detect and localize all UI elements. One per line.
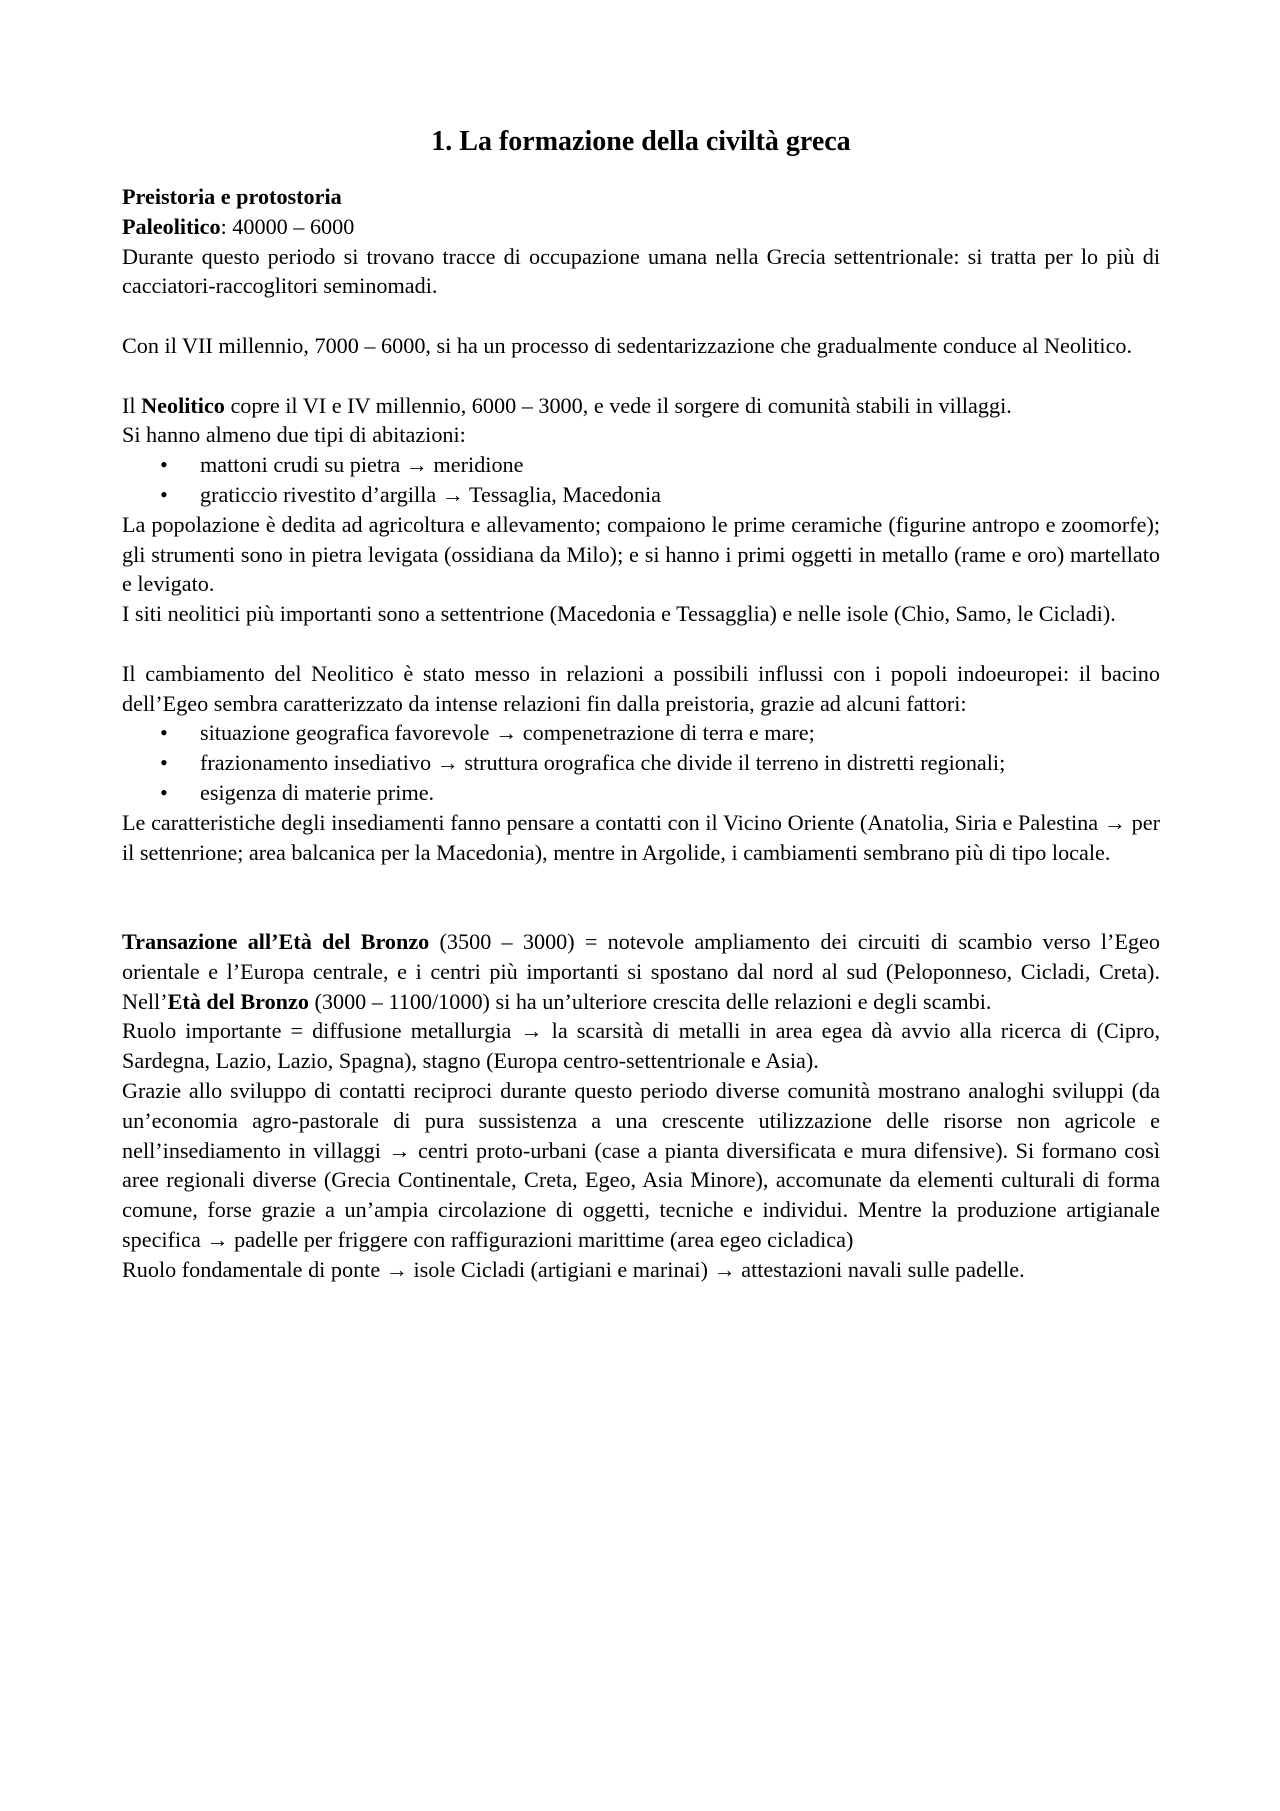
text-run: Il (122, 392, 142, 418)
paragraph-insediamenti: Le caratteristiche degli insediamenti fanno pensare a contatti con il Vicino Oriente (Anatolia, Siria e Palestina → per il settenrione; area balcanica per la Macedonia), mentre in Argolide, i cambiamenti sembrano più di tipo locale. (122, 809, 1160, 865)
list-item (122, 748, 1160, 778)
bronzo-bold-2: Età del Bronzo (167, 988, 309, 1014)
text-run: copre il VI e IV millennio, 6000 – 3000, e vede il sorgere di comunità stabili in villaggi. (224, 392, 1012, 418)
page-title: 1. La formazione della civiltà greca (431, 126, 851, 157)
paleolitico-label: Paleolitico (122, 213, 221, 239)
heading-preistoria: Preistoria e protostoria (122, 184, 342, 209)
paragraph-neolitico (122, 391, 1160, 421)
paragraph-abitazioni: Si hanno almeno due tipi di abitazioni: (122, 422, 466, 448)
list-item (122, 480, 1160, 510)
list-abitazioni (122, 450, 1160, 510)
list-item-text: graticcio rivestito d’argilla → Tessaglia, Macedonia (200, 481, 661, 507)
list-item (122, 778, 1160, 808)
list-item (122, 718, 1160, 748)
paragraph-bronzo (122, 927, 1160, 1016)
paragraph-metallurgia: Ruolo importante = diffusione metallurgia → la scarsità di metalli in area egea dà avvio alla ricerca di (Cipro, Sardegna, Lazio, Lazio, Spagna), stagno (Europa centro-settentrionale e Asia). (122, 1018, 1160, 1074)
paragraph-contatti: Grazie allo sviluppo di contatti reciproci durante questo periodo diverse comunità mostrano analoghi sviluppi (da un’economia agro-pastorale di pura sussistenza a una crescente utilizzazione delle risorse non agricole e nell’insediamento in villaggi → centri proto-urbani (case a pianta diversificata e mura difensive). Si formano così aree regionali diverse (Grecia Continentale, Creta, Egeo, Asia Minore), accomunate da elementi culturali di forma comune, forse grazie a un’ampia circolazione di oggetti, tecniche e individui. Mentre la produzione artigianale specifica → padelle per friggere con raffigurazioni marittime (area egeo cicladica) (122, 1077, 1160, 1252)
bullet-icon: • (160, 452, 168, 478)
bullet-icon: • (160, 750, 168, 776)
text-run: (3500 – 3000) = notevole ampliamento dei circuiti di scambio verso l’Egeo orientale e l’Europa centrale, e i centri più importanti si spostano dal nord al sud (Peloponneso, Cicladi, Creta). Nell’ (122, 928, 1160, 1014)
paragraph-sedentarizzazione: Con il VII millennio, 7000 – 6000, si ha un processo di sedentarizzazione che gradualmente conduce al Neolitico. (122, 332, 1133, 358)
bullet-icon: • (160, 720, 168, 746)
list-item-text: mattoni crudi su pietra → meridione (200, 452, 524, 478)
bronzo-bold-1: Transazione all’Età del Bronzo (122, 928, 430, 954)
neolitico-bold: Neolitico (141, 392, 225, 418)
list-item-text: frazionamento insediativo → struttura orografica che divide il terreno in distretti regionali; (200, 750, 1006, 776)
spacer (122, 867, 1160, 927)
list-item-text: situazione geografica favorevole → compenetrazione di terra e mare; (200, 720, 815, 746)
list-item (122, 450, 1160, 480)
paleolitico-dates: : 40000 – 6000 (220, 213, 355, 239)
text-run: (3000 – 1100/1000) si ha un’ulteriore crescita delle relazioni e degli scambi. (308, 988, 992, 1014)
section-heading (122, 182, 1160, 212)
list-fattori (122, 718, 1160, 807)
paleolitico-line (122, 212, 1160, 242)
spacer (122, 361, 1160, 391)
document-body (122, 122, 1160, 1284)
bullet-icon: • (160, 481, 168, 507)
bullet-icon: • (160, 779, 168, 805)
spacer (122, 301, 1160, 331)
paragraph-siti: I siti neolitici più importanti sono a settentrione (Macedonia e Tessagglia) e nelle isole (Chio, Samo, le Cicladi). (122, 601, 1116, 627)
paragraph-paleolitico: Durante questo periodo si trovano tracce di occupazione umana nella Grecia settentrionale: si tratta per lo più di cacciatori-raccoglitori seminomadi. (122, 243, 1160, 299)
spacer (122, 629, 1160, 659)
list-item-text: esigenza di materie prime. (200, 779, 435, 805)
paragraph-cambiamento: Il cambiamento del Neolitico è stato messo in relazioni a possibili influssi con i popoli indoeuropei: il bacino dell’Egeo sembra caratterizzato da intense relazioni fin dalla preistoria, grazie ad alcuni fattori: (122, 660, 1160, 716)
paragraph-popolazione: La popolazione è dedita ad agricoltura e allevamento; compaiono le prime ceramiche (figurine antropo e zoomorfe); gli strumenti sono in pietra levigata (ossidiana da Milo); e si hanno i primi oggetti in metallo (rame e oro) martellato e levigato. (122, 511, 1160, 597)
paragraph-cicladi: Ruolo fondamentale di ponte → isole Cicladi (artigiani e marinai) → attestazioni navali sulle padelle. (122, 1256, 1025, 1282)
